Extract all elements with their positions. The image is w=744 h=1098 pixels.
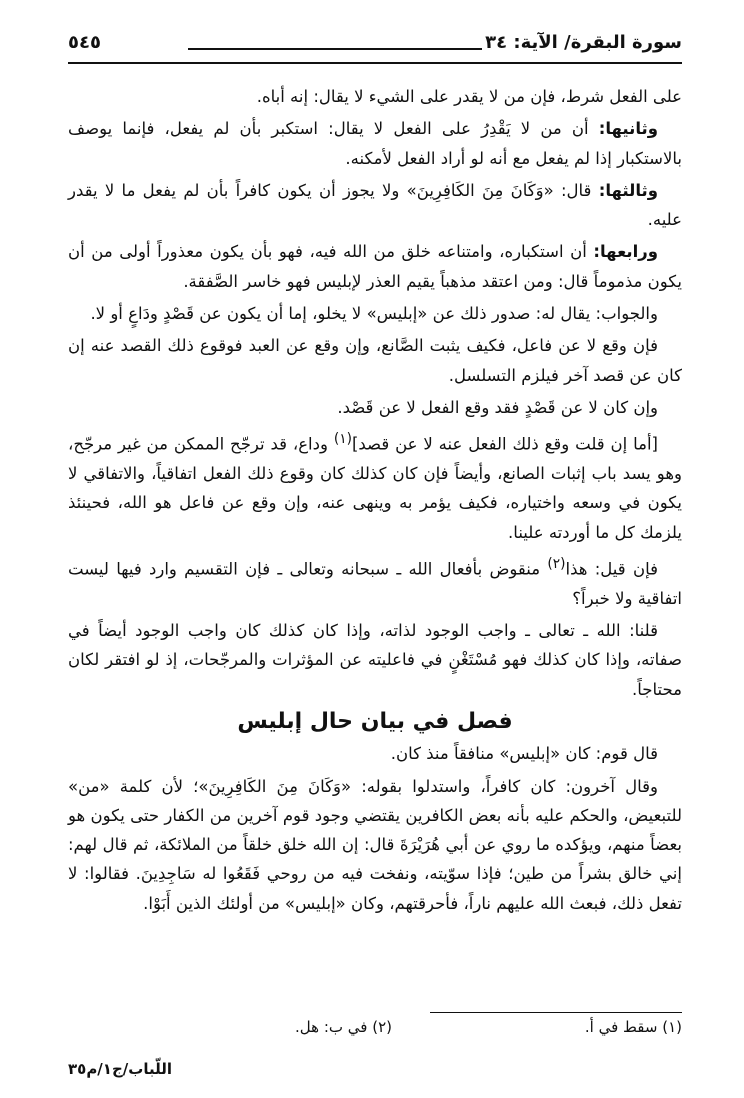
paragraph: فإن وقع لا عن فاعل، فكيف يثبت الصَّانع، وإن وقع عن العبد فوقوع ذلك القصد عنه إن كان عن قصد آخر فيلزم التسلسل. — [68, 336, 682, 385]
header-dash — [188, 48, 482, 50]
paragraph: قال قوم: كان «إبليس» منافقاً منذ كان. — [390, 744, 658, 764]
paragraph: على الفعل شرط، فإن من لا يقدر على الشيء لا يقال: إنه أباه. — [256, 87, 682, 106]
running-header — [68, 30, 682, 60]
surah-reference: سورة البقرة/ الآية: ٣٤ — [485, 32, 682, 53]
footnote-rule — [430, 1012, 682, 1013]
paragraph-text: قال: «وَكَانَ مِنَ الكَافِرِينَ» ولا يجوز أن يكون كافراً بأن لم يفعل ما لا يقدر عليه. — [68, 180, 682, 230]
paragraph — [68, 176, 682, 235]
section-title: فصل في بيان حال إبليس — [237, 708, 513, 734]
paragraph — [68, 425, 682, 547]
paragraph: وإن كان لا عن قَصْدٍ فقد وقع الفعل لا عن قَصْد. — [337, 397, 658, 417]
paragraph: والجواب: يقال له: صدور ذلك عن «إبليس» لا يخلو، إما أن يكون عن قَصْدٍ ودَاعٍ أو لا. — [90, 304, 658, 324]
page-number: ٥٤٥ — [68, 32, 101, 53]
paragraph-text: وداع، قد ترجّح الممكن من غير مرجّح، وهو يسد باب إثبات الصانع، وأيضاً فإن كان كذلك كان وقوع ذلك الفعل اتفاقياً، والاتفاقي لا يكون في وسعه واختياره، فكيف يؤمر به وينهى عنه، وإن وقع عن فاعل هو الله، فحينئذ يلزمك كل ما أوردته علينا. — [68, 434, 682, 542]
paragraph-text: منقوض بأفعال الله ـ سبحانه وتعالى ـ فإن التقسيم وارد فيها ليست اتفاقية ولا خبراً؟ — [68, 559, 682, 608]
paragraph: قلنا: الله ـ تعالى ـ واجب الوجود لذاته، وإذا كان كذلك كان واجب الوجود أيضاً في صفاته، وإذا كان كذلك فهو مُسْتَغْنٍ في فاعليته عن المؤثرات والمرجّحات، إذ لو افتقر لكان محتاجاً. — [68, 621, 682, 699]
header-rule — [68, 62, 682, 64]
paragraph — [68, 114, 682, 173]
footnote-marker: (٢) — [547, 555, 566, 572]
paragraph-text: [أما إن قلت وقع ذلك الفعل عنه لا عن قصد] — [351, 434, 658, 454]
paragraph-text: أن من لا يَقْدِرُ على الفعل لا يقال: استكبر بأن لم يفعل، فإنما يوصف بالاستكبار إذا لم يفعل مع أنه لو أراد الفعل لأمكنه. — [68, 119, 682, 168]
footnote-1: (١) سقط في أ. — [584, 1018, 682, 1036]
printer-signature: اللّباب/ج١/م٣٥ — [68, 1060, 172, 1078]
paragraph-lead: وثانيها: — [598, 119, 658, 139]
footnote-marker: (١) — [333, 431, 352, 448]
paragraph-text: فإن قيل: هذا — [565, 559, 658, 579]
paragraph — [68, 237, 682, 296]
footnote-2: (٢) في ب: هل. — [295, 1018, 392, 1036]
footnotes — [68, 1018, 682, 1042]
paragraph-lead: ورابعها: — [593, 242, 658, 262]
paragraph-lead: وثالثها: — [598, 180, 658, 200]
paragraph-text: أن استكباره، وامتناعه خلق من الله فيه، فهو بأن يكون معذوراً أولى من أن يكون مذموماً قال: ومن اعتقد مذهباً يقيم العذر لإبليس فهو خاسر الصَّفقة. — [68, 242, 682, 291]
main-text — [68, 82, 682, 921]
paragraph: وقال آخرون: كان كافراً، واستدلوا بقوله: «وَكَانَ مِنَ الكَافِرِينَ»؛ لأن كلمة «من» للتبعيض، والحكم عليه بأنه بعض الكافرين يقتضي وجود قوم آخرين من الكفار حتى يكون هو بعضاً منهم، ويؤكده ما روي عن أبي هُرَيْرَةَ قال: إن الله خلق خلقاً من الملائكة، ثم قال لهم: إني خالق بشراً من طين؛ فإذا سوّيته، ونفخت فيه من روحي فَقَعُوا له سَاجِدِينَ. فقالوا: لا تفعل ذلك، فبعث الله عليهم ناراً، فأحرقتهم، وكان «إبليس» من أولئك الذين أَبَوْا. — [68, 776, 682, 913]
paragraph — [68, 550, 682, 613]
